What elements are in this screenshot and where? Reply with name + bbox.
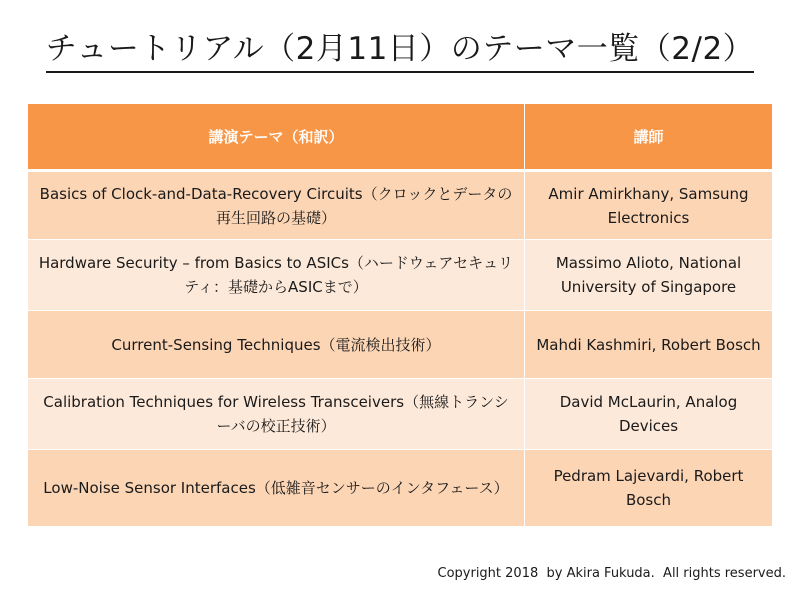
topic-cell: Hardware Security – from Basics to ASICs（ハードウェアセキュリティ：基礎からASICまで） — [28, 240, 525, 311]
slide-title-text: チュートリアル（2月11日）のテーマ一覧（2/2） — [46, 28, 754, 73]
header-lecturer: 講師 — [525, 104, 772, 172]
tutorial-table — [28, 104, 772, 527]
lecturer-cell: Massimo Alioto, National University of Singapore — [525, 240, 772, 311]
table-row — [28, 379, 772, 450]
topic-cell: Low-Noise Sensor Interfaces（低雑音センサーのインタフェース） — [28, 450, 525, 527]
topic-cell: Current-Sensing Techniques（電流検出技術） — [28, 311, 525, 379]
table-row — [28, 172, 772, 240]
header-topic: 講演テーマ（和訳） — [28, 104, 525, 172]
copyright-notice: Copyright 2018 by Akira Fukuda. All rights reserved. — [437, 566, 786, 581]
lecturer-cell: Pedram Lajevardi, Robert Bosch — [525, 450, 772, 527]
table-row — [28, 240, 772, 311]
table-row — [28, 311, 772, 379]
table-row — [28, 450, 772, 527]
lecturer-cell: Mahdi Kashmiri, Robert Bosch — [525, 311, 772, 379]
slide-title — [0, 28, 800, 73]
lecturer-cell: Amir Amirkhany, Samsung Electronics — [525, 172, 772, 240]
topic-cell: Calibration Techniques for Wireless Transceivers（無線トランシーバの校正技術） — [28, 379, 525, 450]
lecturer-cell: David McLaurin, Analog Devices — [525, 379, 772, 450]
table-header-row — [28, 104, 772, 172]
topic-cell: Basics of Clock-and-Data-Recovery Circuits（クロックとデータの再生回路の基礎） — [28, 172, 525, 240]
